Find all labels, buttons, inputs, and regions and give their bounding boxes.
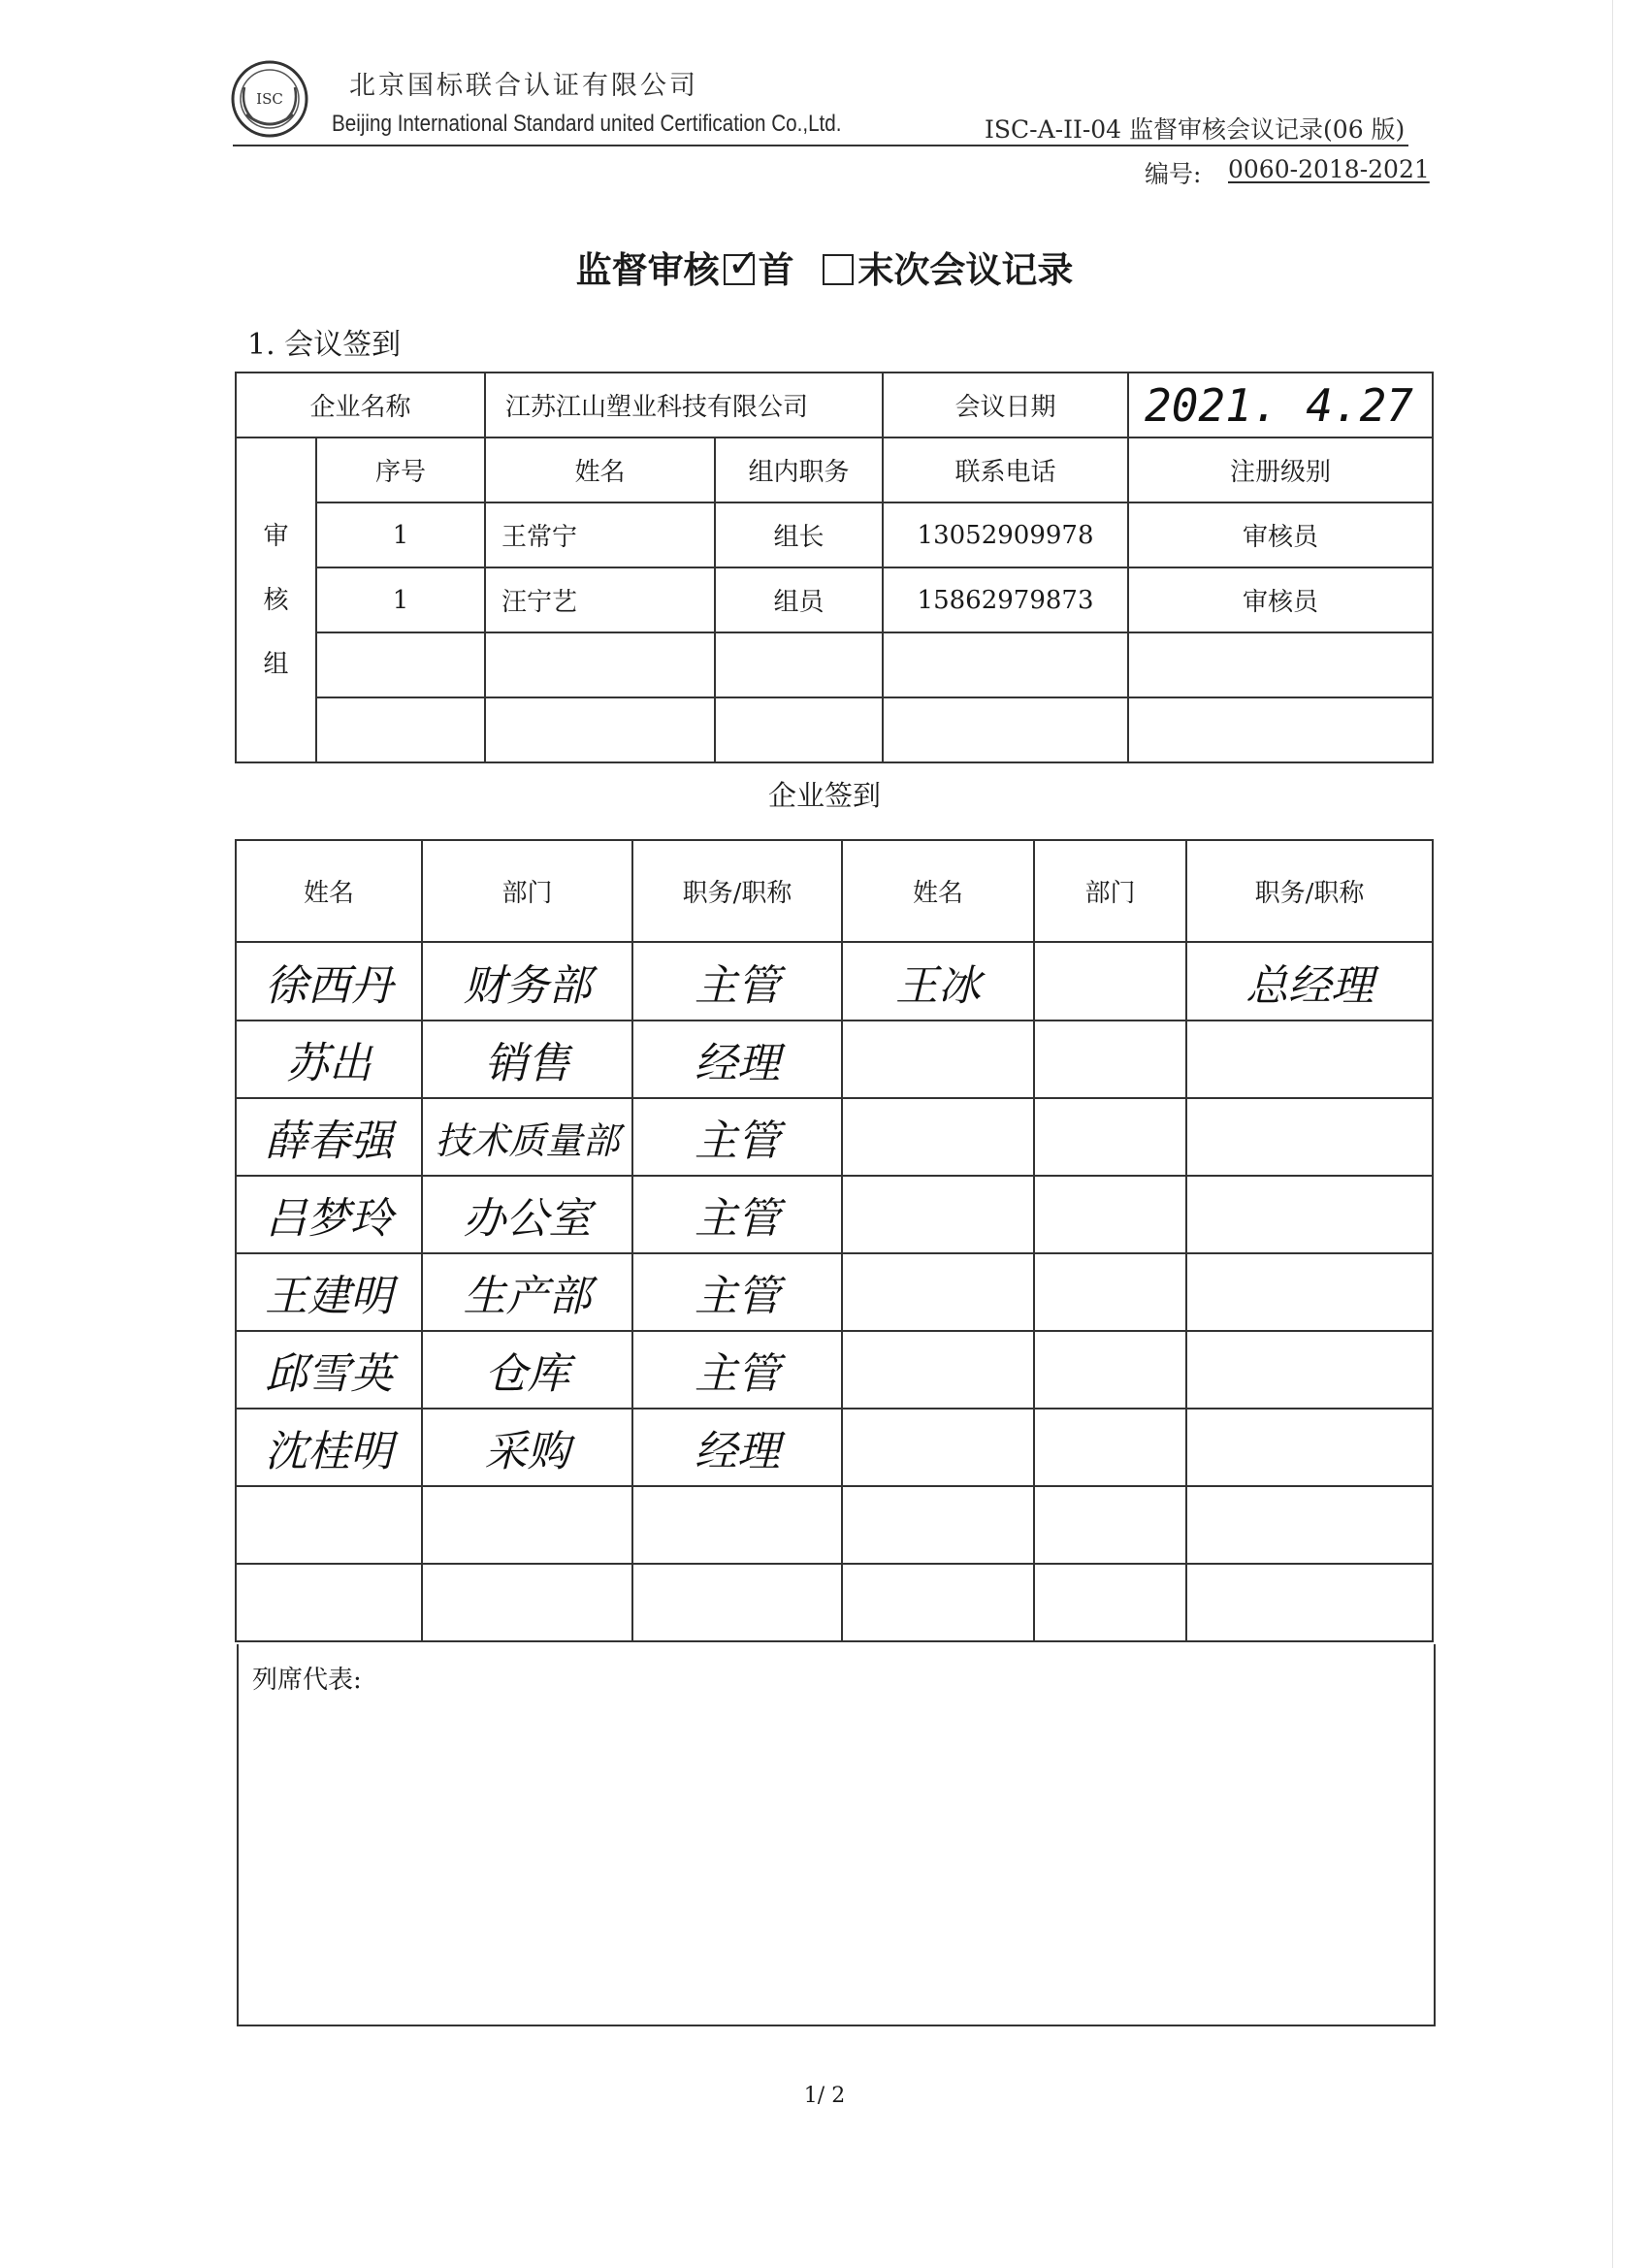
sign-in-row [236,1098,1433,1176]
empty-cell[interactable] [1034,1564,1186,1641]
column-header: 部门 [422,840,632,942]
column-header: 注册级别 [1128,437,1433,502]
attendees-box[interactable] [237,1644,1436,2026]
empty-cell[interactable] [842,1253,1034,1331]
title-option-last: 末次会议记录 [857,249,1074,291]
member-number: 1 [316,567,485,632]
audit-team-table [235,372,1434,763]
column-header: 姓名 [842,840,1034,942]
sign-in-row [236,1176,1433,1253]
empty-cell[interactable] [842,1331,1034,1409]
signature-department[interactable]: 技术质量部 [422,1098,632,1176]
enterprise-header-row [236,840,1433,942]
empty-cell[interactable] [1034,1253,1186,1331]
signature-department[interactable]: 办公室 [422,1176,632,1253]
empty-cell[interactable] [1186,1098,1433,1176]
signature-name[interactable]: 王建明 [236,1253,422,1331]
company-label: 企业名称 [236,373,485,437]
empty-cell[interactable] [1186,1486,1433,1564]
column-header: 姓名 [236,840,422,942]
date-value[interactable]: 2021. 4.27 [1128,373,1433,437]
empty-cell[interactable] [632,1564,842,1641]
signature-title[interactable]: 主管 [632,1176,842,1253]
attendees-label: 列席代表: [252,1666,362,1695]
signature-department[interactable]: 采购 [422,1409,632,1486]
empty-cell[interactable] [1034,1098,1186,1176]
column-header: 联系电话 [883,437,1128,502]
empty-cell[interactable] [485,632,715,697]
sign-in-row-empty [236,1564,1433,1641]
team-member-row [236,567,1433,632]
signature-name[interactable]: 薛春强 [236,1098,422,1176]
signature-title[interactable]: 主管 [632,1253,842,1331]
empty-cell[interactable] [1034,1486,1186,1564]
company-name-cn: 北京国标联合认证有限公司 [349,71,698,101]
empty-cell[interactable] [1186,1409,1433,1486]
column-header: 部门 [1034,840,1186,942]
signature-department[interactable]: 生产部 [422,1253,632,1331]
column-header: 姓名 [485,437,715,502]
enterprise-sign-in-heading: 企业签到 [767,779,881,812]
document-code: ISC-A-II-04 监督审核会议记录(06 版) [985,115,1406,144]
company-row [236,373,1433,437]
audit-group-char: 审 [263,521,289,551]
header-divider [233,145,1408,146]
empty-cell[interactable] [422,1486,632,1564]
date-label: 会议日期 [883,373,1128,437]
column-header: 序号 [316,437,485,502]
sign-in-row [236,1021,1433,1098]
empty-cell[interactable] [236,1564,422,1641]
empty-cell[interactable] [842,1098,1034,1176]
signature-department[interactable]: 财务部 [422,942,632,1021]
sign-in-row [236,942,1433,1021]
empty-cell[interactable] [1186,1331,1433,1409]
member-role: 组长 [715,502,883,567]
first-meeting-checkbox[interactable] [724,242,760,286]
empty-cell[interactable] [715,697,883,762]
empty-cell[interactable] [1034,1021,1186,1098]
empty-cell[interactable] [316,697,485,762]
signature-name[interactable]: 邱雪英 [236,1331,422,1409]
enterprise-sign-in-table [235,839,1434,1642]
member-phone: 13052909978 [883,502,1128,567]
empty-cell[interactable] [485,697,715,762]
team-member-row-empty [236,697,1433,762]
member-name: 王常宁 [485,502,715,567]
section-sign-in-heading: 1. 会议签到 [247,328,402,362]
signature-title[interactable]: 经理 [632,1021,842,1098]
page-title [0,241,1649,293]
audit-group-label [236,437,316,762]
team-header-row [236,437,1433,502]
signature-title[interactable]: 总经理 [1186,942,1433,1021]
empty-cell[interactable] [236,1486,422,1564]
scan-edge-line [1612,0,1613,2268]
signature-name[interactable]: 王冰 [842,942,1034,1021]
title-option-first: 首 [758,249,794,291]
team-member-row [236,502,1433,567]
empty-cell[interactable] [1186,1253,1433,1331]
sign-in-row [236,1409,1433,1486]
empty-cell[interactable] [842,1021,1034,1098]
audit-group-char: 组 [263,649,289,679]
empty-cell[interactable] [1186,1021,1433,1098]
empty-cell[interactable] [1128,632,1433,697]
empty-cell[interactable] [842,1409,1034,1486]
empty-cell[interactable] [1034,1176,1186,1253]
empty-cell[interactable] [883,632,1128,697]
member-level: 审核员 [1128,502,1433,567]
logo-text: ISC [256,90,283,108]
title-prefix: 监督审核 [575,249,720,291]
sign-in-row [236,1253,1433,1331]
empty-cell[interactable] [1034,1409,1186,1486]
signature-department[interactable]: 仓库 [422,1331,632,1409]
empty-cell[interactable] [632,1486,842,1564]
empty-cell[interactable] [842,1564,1034,1641]
member-name: 汪宁艺 [485,567,715,632]
document-number-label: 编号: [1145,160,1202,188]
sign-in-row [236,1331,1433,1409]
team-member-row-empty [236,632,1433,697]
document-number: 0060-2018-2021 [1228,155,1430,183]
company-value: 江苏江山塑业科技有限公司 [485,373,883,437]
empty-cell[interactable] [715,632,883,697]
empty-cell[interactable] [316,632,485,697]
signature-name[interactable]: 苏出 [236,1021,422,1098]
empty-cell[interactable] [1186,1176,1433,1253]
column-header: 组内职务 [715,437,883,502]
signature-title[interactable]: 主管 [632,1098,842,1176]
signature-title[interactable]: 主管 [632,1331,842,1409]
empty-cell[interactable] [842,1486,1034,1564]
empty-cell[interactable] [422,1564,632,1641]
signature-title[interactable]: 经理 [632,1409,842,1486]
empty-cell[interactable] [1128,697,1433,762]
empty-cell[interactable] [1034,1331,1186,1409]
company-logo [229,58,310,140]
signature-title[interactable]: 主管 [632,942,842,1021]
signature-name[interactable]: 沈桂明 [236,1409,422,1486]
signature-department[interactable]: 销售 [422,1021,632,1098]
column-header: 职务/职称 [1186,840,1433,942]
signature-name[interactable]: 徐西丹 [236,942,422,1021]
member-phone: 15862979873 [883,567,1128,632]
empty-cell[interactable] [842,1176,1034,1253]
empty-cell[interactable] [1186,1564,1433,1641]
company-name-en: Beijing International Standard united Certification Co.,Ltd. [332,111,842,137]
audit-group-char: 核 [263,585,289,615]
page-number: 1/ 2 [803,2084,846,2108]
last-meeting-checkbox[interactable] [823,254,854,285]
member-number: 1 [316,502,485,567]
signature-name[interactable]: 吕梦玲 [236,1176,422,1253]
check-mark-icon: ✓ [727,242,760,286]
empty-cell[interactable] [883,697,1128,762]
sign-in-row-empty [236,1486,1433,1564]
member-level: 审核员 [1128,567,1433,632]
member-role: 组员 [715,567,883,632]
signature-department[interactable] [1034,942,1186,1021]
column-header: 职务/职称 [632,840,842,942]
